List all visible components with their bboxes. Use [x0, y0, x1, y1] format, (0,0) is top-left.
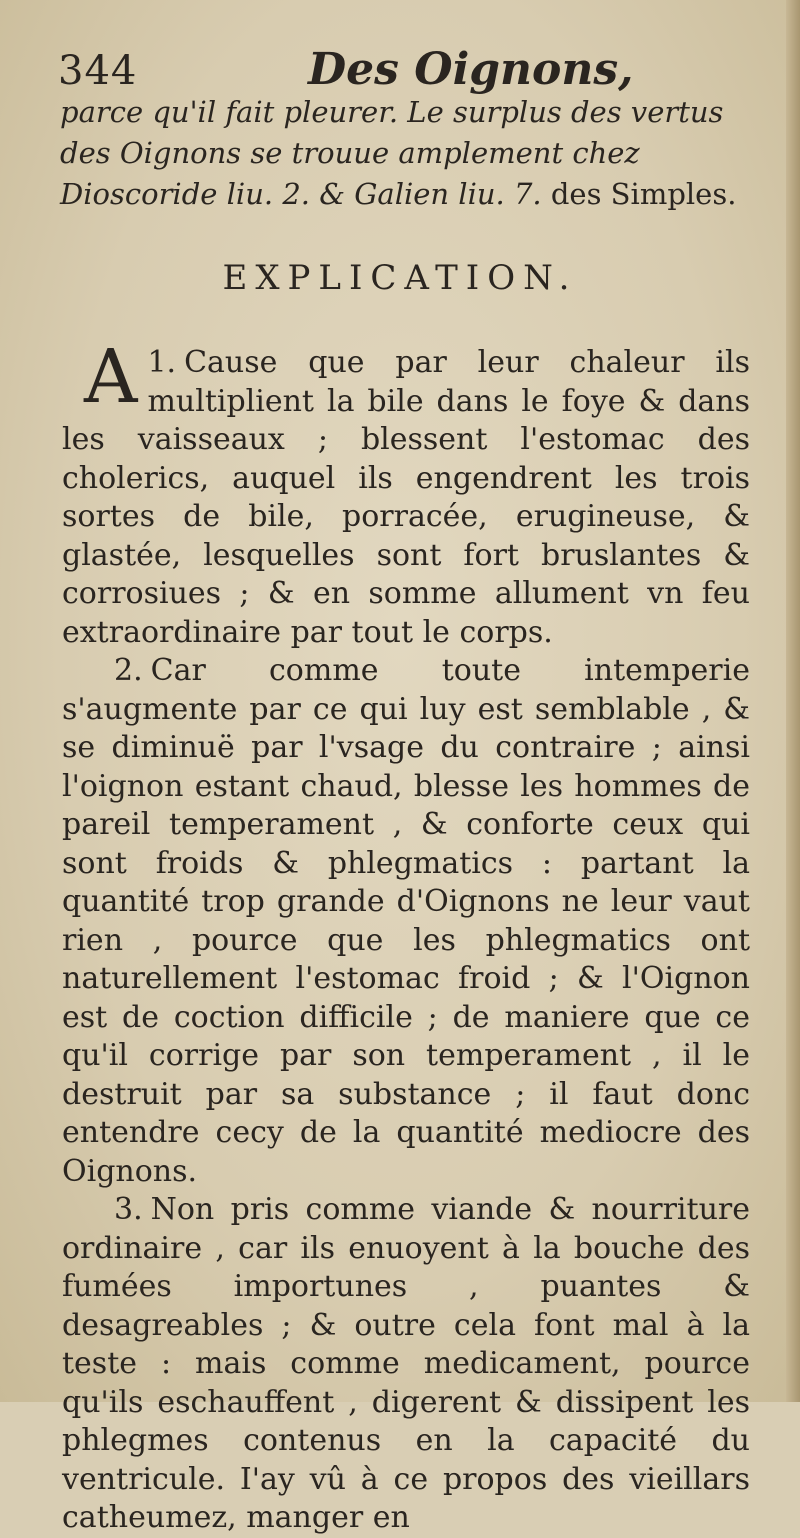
paragraph-2	[62, 652, 750, 1191]
paragraph-1	[62, 334, 750, 652]
drop-cap: A	[84, 334, 138, 420]
body-text	[62, 334, 750, 1538]
paragraph-number: 2.	[114, 653, 143, 688]
paragraph-number: 3.	[114, 1192, 143, 1227]
intro-roman: des Simples.	[541, 177, 737, 211]
paragraph-text: Car comme toute intemperie s'augmente par ce qui luy est semblable , & se diminuë par l'vsage du contraire ; ainsi l'oignon estant chaud, blesse les hommes de pareil temperament , & conforte ceux qui sont froids & phlegmatics : partant la quantité trop grande d'Oignons ne leur vaut rien , pource que les phlegmatics ont naturellement l'estomac froid ; & l'Oignon est de coction difficile ; de maniere que ce qu'il corrige par son temperament , il le destruit par sa substance ; il faut donc entendre cecy de la quantité mediocre des Oignons.	[62, 653, 750, 1189]
paragraph-text: Non pris comme viande & nourriture ordinaire , car ils enuoyent à la bouche des fumées importunes , puantes & desagreables ; & outre cela font mal à la teste : mais comme medicament, pource qu'ils eschauffent , digerent & dissipent les phlegmes contenus en la capacité du ventricule. I'ay vû à ce propos des vieillars catheumez, manger en	[62, 1192, 750, 1535]
page-edge	[786, 0, 800, 1402]
page-number: 344	[58, 48, 138, 94]
section-title: EXPLICATION.	[222, 258, 578, 298]
paragraph-text: Cause que par leur chaleur ils multiplient la bile dans le foye & dans les vaisseaux ; blessent l'estomac des cholerics, auquel ils engendrent les trois sortes de bile, porracée, erugineuse, & glastée, lesquelles sont fort bruslantes & corrosiues ; & en somme allument vn feu extraordinaire par tout le corps.	[62, 345, 750, 650]
intro-italic: parce qu'il fait pleurer. Le surplus des vertus des Oignons se trouue amplement chez Dioscoride liu. 2. & Galien liu. 7.	[60, 95, 724, 211]
paragraph-3	[62, 1191, 750, 1538]
running-head: Des Oignons,	[308, 44, 634, 95]
intro-text	[60, 92, 750, 215]
paragraph-number: 1.	[147, 345, 177, 380]
